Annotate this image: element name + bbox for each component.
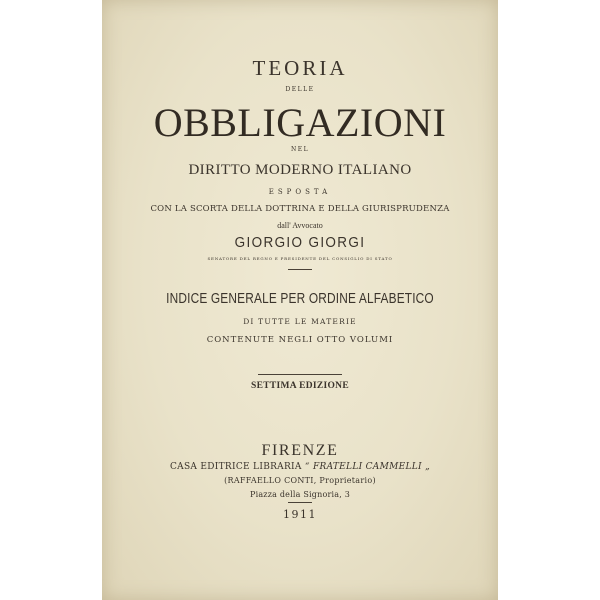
imprint-city: FIRENZE [261, 442, 339, 459]
publisher-prefix: CASA EDITRICE LIBRARIA [169, 462, 302, 472]
author-prefix: dall' Avvocato [277, 221, 323, 230]
book-title-page [102, 0, 498, 600]
edition-label: SETTIMA EDIZIONE [251, 381, 349, 391]
title-line-teoria: TEORIA [252, 56, 348, 80]
author-name: GIORGIO GIORGI [234, 234, 366, 251]
main-title: OBBLIGAZIONI [153, 100, 447, 145]
title-line-nel: NEL [290, 146, 310, 153]
imprint-address: Piazza della Signoria, 3 [250, 490, 350, 499]
author-role: SENATORE DEL REGNO E PRESIDENTE DEL CONSIGLIO DI STATO [207, 256, 393, 261]
imprint-proprietor: (RAFFAELLO CONTI, Proprietario) [224, 476, 376, 485]
divider-rule [288, 269, 312, 270]
subtitle-diritto: DIRITTO MODERNO ITALIANO [188, 162, 412, 178]
imprint-publisher [102, 463, 498, 472]
edition-rule [258, 374, 342, 375]
title-line-delle: DELLE [285, 86, 315, 93]
imprint-year: 1911 [283, 508, 317, 521]
publisher-name: “ FRATELLI CAMMELLI „ [304, 462, 431, 472]
title-line-scorta: CON LA SCORTA DELLA DOTTRINA E DELLA GIURISPRUDENZA [150, 204, 450, 214]
index-title: INDICE GENERALE PER ORDINE ALFABETICO [166, 291, 434, 307]
index-subtitle-contenute: CONTENUTE NEGLI OTTO VOLUMI [206, 335, 394, 345]
title-line-esposta: ESPOSTA [268, 188, 332, 196]
imprint-rule [288, 502, 312, 503]
index-subtitle-tutte: DI TUTTE LE MATERIE [243, 317, 357, 326]
